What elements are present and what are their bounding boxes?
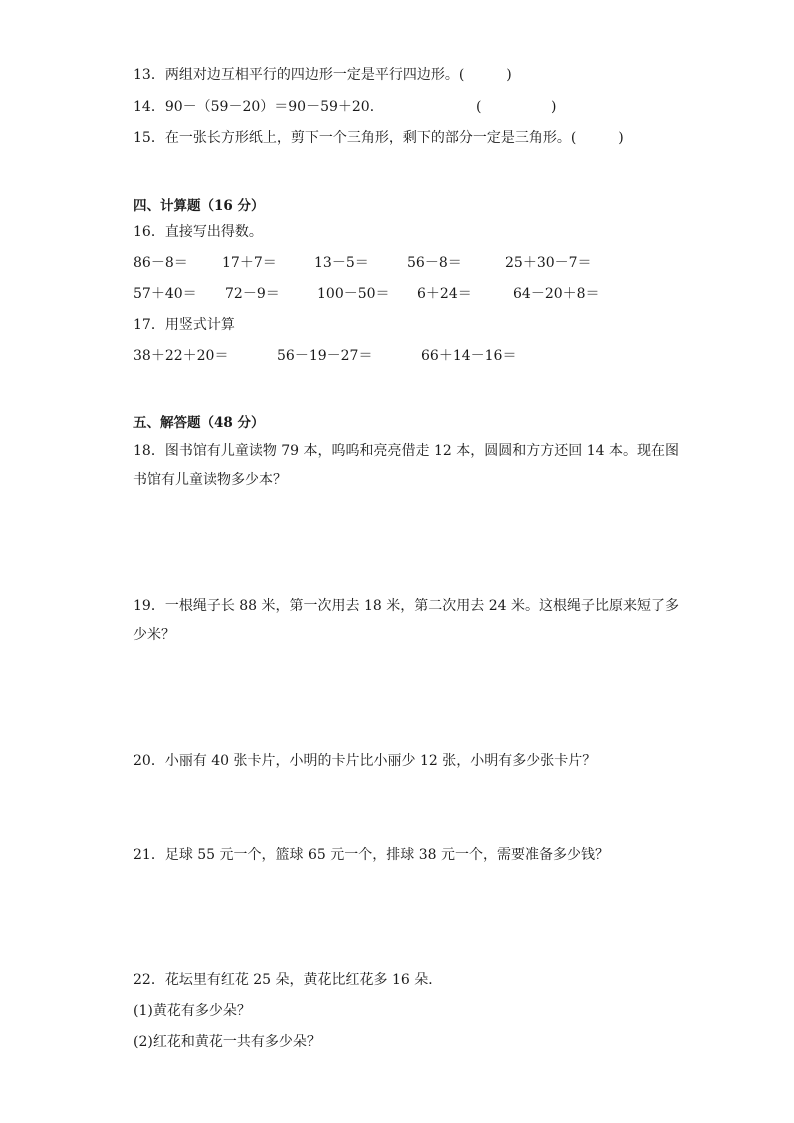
question-19-line-2: 少米？ bbox=[133, 627, 175, 643]
calc-item: 86－8＝ bbox=[133, 255, 188, 271]
question-22-sub-2: (2)红花和黄花一共有多少朵？ bbox=[133, 1034, 321, 1050]
question-22: 22．花坛里有红花 25 朵，黄花比红花多 16 朵． bbox=[133, 972, 443, 988]
calc-item: 56－8＝ bbox=[407, 255, 462, 271]
section-4-heading: 四、计算题（16 分） bbox=[133, 198, 265, 214]
question-13: 13．两组对边互相平行的四边形一定是平行四边形。( ) bbox=[133, 67, 512, 83]
vertical-calc-item: 56－19－27＝ bbox=[277, 348, 373, 364]
calc-item: 72－9＝ bbox=[225, 286, 280, 302]
question-17-title: 17．用竖式计算 bbox=[133, 317, 235, 333]
vertical-calc-item: 38＋22＋20＝ bbox=[133, 348, 229, 364]
calc-item: 13－5＝ bbox=[314, 255, 369, 271]
question-20: 20．小丽有 40 张卡片，小明的卡片比小丽少 12 张，小明有多少张卡片？ bbox=[133, 753, 597, 769]
calc-item: 64－20＋8＝ bbox=[513, 286, 600, 302]
question-18-line-2: 书馆有儿童读物多少本？ bbox=[133, 472, 287, 488]
question-19-line-1: 19．一根绳子长 88 米，第一次用去 18 米，第二次用去 24 米。这根绳子比原来短了多 bbox=[133, 598, 679, 614]
question-14: 14．90－（59－20）＝90－59＋20． bbox=[133, 99, 384, 115]
calc-item: 57＋40＝ bbox=[133, 286, 197, 302]
question-15: 15．在一张长方形纸上，剪下一个三角形，剩下的部分一定是三角形。( ) bbox=[133, 130, 624, 146]
vertical-calc-item: 66＋14－16＝ bbox=[421, 348, 517, 364]
question-14-answer-paren-open: ( bbox=[476, 99, 482, 115]
calc-item: 25＋30－7＝ bbox=[505, 255, 592, 271]
calc-item: 17＋7＝ bbox=[222, 255, 277, 271]
question-21: 21．足球 55 元一个，篮球 65 元一个，排球 38 元一个，需要准备多少钱？ bbox=[133, 847, 609, 863]
calc-item: 6＋24＝ bbox=[417, 286, 472, 302]
section-5-heading: 五、解答题（48 分） bbox=[133, 415, 265, 431]
question-14-answer-paren-close: ) bbox=[551, 99, 557, 115]
question-22-sub-1: (1)黄花有多少朵？ bbox=[133, 1003, 251, 1019]
question-16-title: 16．直接写出得数。 bbox=[133, 224, 263, 240]
question-18-line-1: 18．图书馆有儿童读物 79 本，呜呜和亮亮借走 12 本，圆圆和方方还回 14 本。现在图 bbox=[133, 443, 679, 459]
calc-item: 100－50＝ bbox=[317, 286, 390, 302]
